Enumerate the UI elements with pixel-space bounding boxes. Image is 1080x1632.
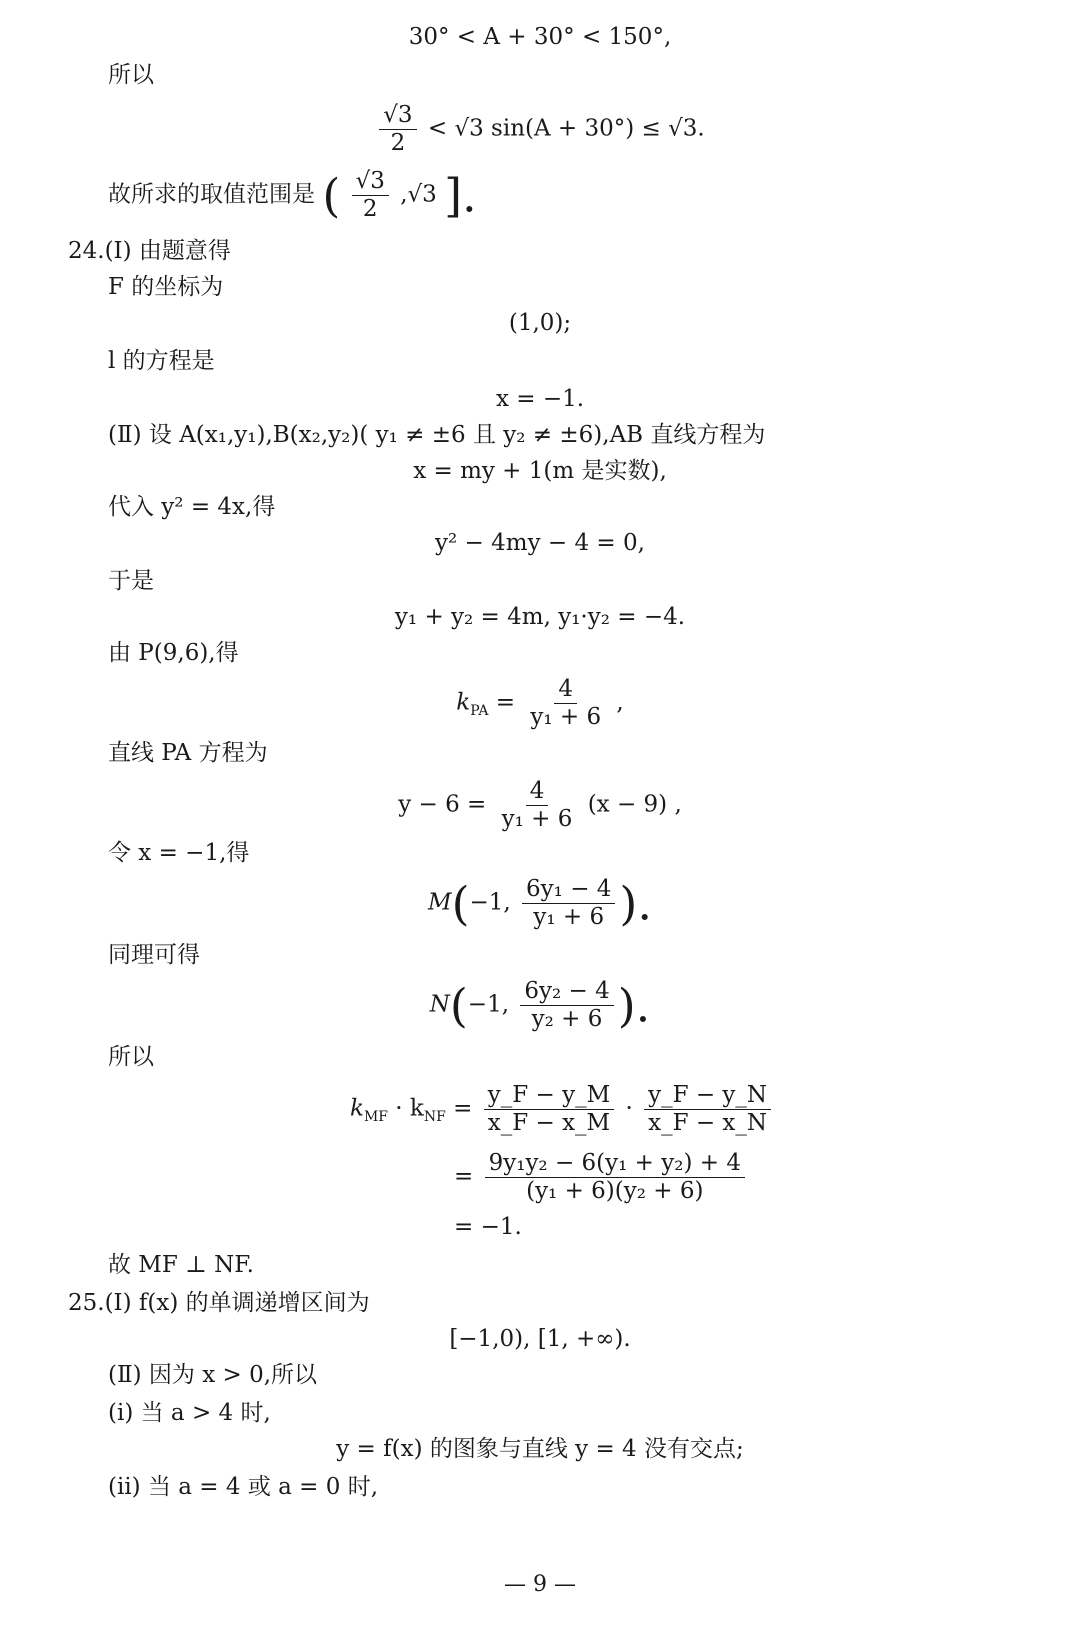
fraction-denominator: x_F − x_N [648,1110,768,1136]
text-line: 于是 [108,568,154,594]
math-line-point-m [0,878,1080,929]
math-text: k [456,689,471,716]
fraction [379,104,416,155]
math-text: −1, [467,991,510,1018]
math-line-inequality: 30° < A + 30° < 150°, [408,24,672,50]
math-text: < √3 sin(A + 30°) ≤ √3. [427,115,705,142]
math-line-point-n [0,980,1080,1031]
text-line: (Ⅱ) 设 A(x₁,y₁),B(x₂,y₂)( y₁ ≠ ±6 且 y₂ ≠ ±6),AB 直线方程为 [108,422,766,448]
math-line-pa-equation [0,780,1080,831]
text: 故所求的取值范围是 [108,181,315,208]
text-line: 由 P(9,6),得 [108,640,239,666]
problem-25-heading: 25.(Ⅰ) f(x) 的单调递增区间为 [68,1290,370,1316]
text-line: 令 x = −1,得 [108,840,250,866]
fraction [485,1152,745,1203]
math-text: · [625,1095,633,1122]
fraction-numerator: 6y₁ − 4 [522,878,615,904]
fraction-denominator: 2 [362,196,378,222]
fraction-numerator: 9y₁y₂ − 6(y₁ + y₂) + 4 [485,1152,745,1178]
fraction [644,1084,771,1135]
fraction-denominator: x_F − x_M [487,1110,611,1136]
text-line: l 的方程是 [108,348,215,374]
fraction-denominator: y₁ + 6 [501,806,573,832]
math-line-sqrt-inequality [0,104,1080,155]
bracket-open: ( [322,168,341,223]
math-text: = [445,1095,473,1122]
bracket-close: ]. [444,168,477,223]
fraction-denominator: y₁ + 6 [533,904,605,930]
math-text: (x − 9) , [587,791,682,818]
subscript: NF [423,1109,446,1126]
paren-close: ). [619,876,652,931]
fraction [352,170,389,221]
math-line: y² − 4my − 4 = 0, [435,530,645,556]
math-text: , [616,689,624,716]
math-line: [−1,0), [1, +∞). [449,1326,631,1352]
text-line: 直线 PA 方程为 [108,740,268,766]
math-text: M [428,889,452,916]
fraction-numerator: √3 [352,170,389,196]
paren-open: ( [451,876,470,931]
fraction-numerator: y_F − y_N [644,1084,771,1110]
fraction-numerator: y_F − y_M [484,1084,614,1110]
text-line: 所以 [108,1044,154,1070]
paren-open: ( [449,978,468,1033]
paren-close: ). [617,978,651,1033]
fraction-denominator: y₂ + 6 [531,1006,603,1032]
text-line: (Ⅱ) 因为 x > 0,所以 [108,1362,318,1388]
text-line: F 的坐标为 [108,274,224,300]
math-line-slope-pa [0,678,1080,729]
math-line: x = my + 1(m 是实数), [413,458,667,484]
fraction-denominator: y₁ + 6 [530,704,602,730]
fraction-numerator: 6y₂ − 4 [520,980,613,1006]
text-line: 所以 [108,62,154,88]
fraction [520,980,613,1031]
math-line: (1,0); [508,310,572,336]
math-text: N [429,991,450,1018]
math-text: −1, [469,889,511,916]
fraction-denominator: (y₁ + 6)(y₂ + 6) [526,1178,704,1204]
fraction-numerator: 4 [554,678,577,704]
math-text: = [495,689,516,716]
math-text: k [350,1095,364,1122]
fraction-denominator: 2 [390,130,406,156]
math-text: y − 6 = [398,791,487,818]
math-line-product [350,1084,775,1135]
problem-24-heading: 24.(Ⅰ) 由题意得 [68,238,231,264]
fraction [522,878,615,929]
text-line: (ⅰ) 当 a > 4 时, [108,1400,271,1426]
math-text: ,√3 [400,181,437,208]
math-line-product-step [454,1152,749,1203]
math-line: = −1. [454,1214,522,1240]
text-line-range [108,170,477,221]
fraction [498,780,577,831]
fraction [526,678,605,729]
math-line: y = f(x) 的图象与直线 y = 4 没有交点; [336,1436,744,1462]
subscript: PA [470,703,489,720]
text-line-conclusion: 故 MF ⊥ NF. [108,1252,254,1278]
text-line: (ⅱ) 当 a = 4 或 a = 0 时, [108,1474,379,1500]
fraction-numerator: √3 [379,104,416,130]
math-line: x = −1. [495,386,585,412]
fraction [484,1084,614,1135]
math-line: y₁ + y₂ = 4m, y₁·y₂ = −4. [394,604,686,630]
page-number: — 9 — [504,1572,576,1597]
subscript: MF [363,1109,388,1126]
text-line: 同理可得 [108,942,200,968]
math-text: · k [388,1095,424,1122]
math-text: = [454,1163,474,1190]
text-line: 代入 y² = 4x,得 [108,494,276,520]
fraction-numerator: 4 [526,780,549,806]
